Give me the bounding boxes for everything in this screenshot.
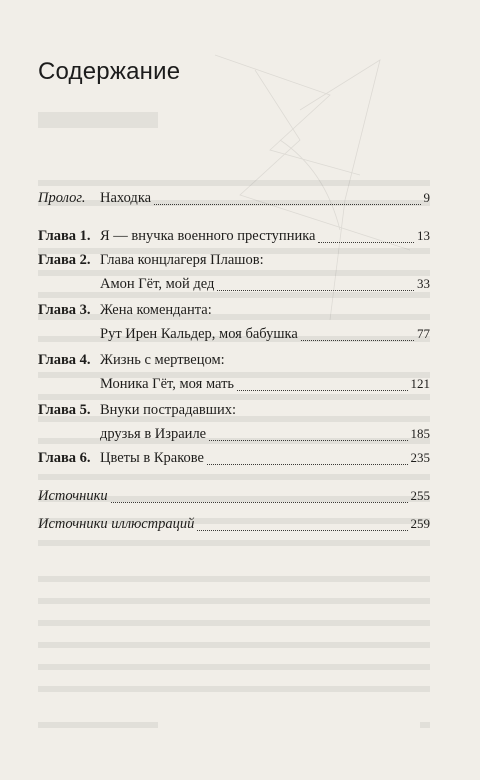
toc-entry-title: Рут Ирен Кальдер, моя бабушка (100, 326, 298, 342)
toc-entry-prologue[interactable] (38, 186, 430, 210)
dot-leader (154, 204, 420, 205)
toc-entry-label: Источники иллюстраций (38, 516, 195, 532)
toc-entry-label: Глава 1. (38, 228, 91, 244)
toc-line (38, 248, 430, 272)
toc-entry-illustration-sources[interactable] (38, 512, 430, 536)
toc-entry-title: Находка (100, 190, 152, 206)
dot-leader (237, 390, 407, 391)
dot-leader (318, 242, 414, 243)
toc-entry-title: Моника Гёт, моя мать (100, 376, 235, 392)
toc-entry-title: Жизнь с мертвецом: (100, 352, 225, 368)
toc-entry-title: Цветы в Кракове (100, 450, 204, 466)
toc-entry-label: Глава 2. (38, 252, 91, 268)
dot-leader (111, 502, 408, 503)
toc-heading: Содержание (38, 58, 181, 85)
toc-entry-title: Жена коменданта: (100, 302, 212, 318)
toc-page-number: 185 (410, 426, 430, 441)
toc-entry-chapter-2[interactable] (38, 248, 430, 296)
toc-page-number: 259 (410, 516, 430, 531)
toc-entry-chapter-1[interactable] (38, 224, 430, 248)
toc-page-number: 255 (410, 488, 430, 503)
toc-line (38, 272, 430, 296)
toc-entry-chapter-6[interactable] (38, 446, 430, 470)
toc-entry-label: Глава 3. (38, 302, 91, 318)
toc-line (38, 298, 430, 322)
toc-entry-title: Внуки пострадавших: (100, 402, 236, 418)
toc-entry-label: Пролог. (38, 190, 86, 206)
toc-page-number: 9 (423, 190, 430, 205)
toc-entry-chapter-4[interactable] (38, 348, 430, 396)
toc-line (38, 422, 430, 446)
toc-entry-label: Глава 4. (38, 352, 91, 368)
toc-page-number: 121 (410, 376, 430, 391)
toc-entry-chapter-3[interactable] (38, 298, 430, 346)
toc-line (38, 512, 430, 536)
toc-page-number: 33 (417, 276, 430, 291)
toc-line (38, 446, 430, 470)
toc-line (38, 372, 430, 396)
dot-leader (217, 290, 414, 291)
toc-page-number: 13 (417, 228, 430, 243)
toc-entry-label: Глава 5. (38, 402, 91, 418)
toc-entry-title: Амон Гёт, мой дед (100, 276, 215, 292)
toc-line (38, 484, 430, 508)
toc-entry-chapter-5[interactable] (38, 398, 430, 446)
dot-leader (207, 464, 408, 465)
toc-line (38, 224, 430, 248)
toc-entry-title: друзья в Израиле (100, 426, 207, 442)
dot-leader (197, 530, 407, 531)
toc-entry-label: Источники (38, 488, 108, 504)
toc-entry-label: Глава 6. (38, 450, 91, 466)
toc-entry-title: Глава концлагеря Плашов: (100, 252, 264, 268)
toc-line (38, 322, 430, 346)
toc-line (38, 398, 430, 422)
toc-entry-title: Я — внучка военного преступника (100, 228, 316, 244)
toc-entry-sources[interactable] (38, 484, 430, 508)
toc-page-number: 77 (417, 326, 430, 341)
toc-line (38, 348, 430, 372)
toc-line (38, 186, 430, 210)
dot-leader (301, 340, 414, 341)
dot-leader (209, 440, 407, 441)
toc-page-number: 235 (410, 450, 430, 465)
